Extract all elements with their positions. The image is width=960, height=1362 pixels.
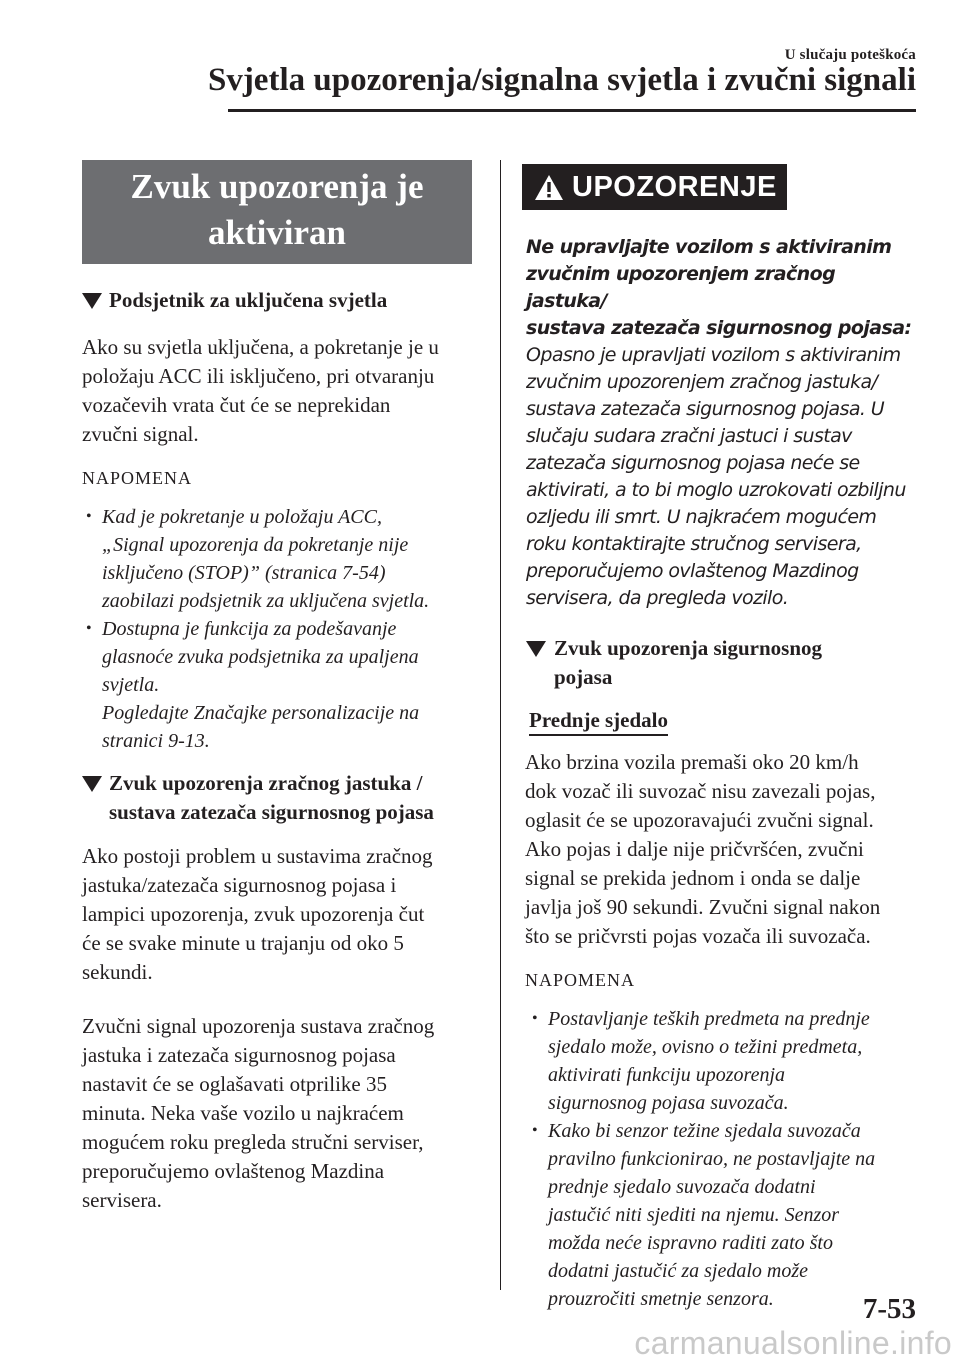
triangle-down-icon: [82, 293, 102, 309]
section-heading-line: Zvuk upozorenja je: [130, 167, 424, 206]
note-bullet: • Dostupna je funkcija za podešavanje glasnoće zvuka podsjetnika za upaljena svjetla. Pogledajte Značajke personalizacije na stranici 9-13.: [82, 615, 472, 755]
left-column: [82, 160, 472, 1215]
bullet-dot-icon: •: [86, 508, 92, 525]
warning-triangle-icon: [534, 174, 564, 201]
seatbelt-warning-body: Ako brzina vozila premaši oko 20 km/h dok vozač ili suvozač nisu zavezali pojas, oglasit će se upozoravajući zvučni signal. Ako pojas i dalje nije pričvršćen, zvučni signal se prekida jednom i onda se dalje javlja još 90 sekundi. Zvučni signal nakon što se pričvrsti pojas vozača ili suvozača.: [525, 750, 881, 948]
chapter-label: U slučaju poteškoća: [784, 47, 916, 63]
subhead-lights-reminder: Podsjetnik za uključena svjetla: [82, 286, 472, 315]
bullet-dot-icon: •: [86, 620, 92, 637]
watermark: carmanualsonline.info: [634, 1325, 952, 1361]
note-bullet: • Kad je pokretanje u položaju ACC, „Signal upozorenja da pokretanje nije isključeno (STOP)” (stranica 7-54) zaobilazi podsjetnik za uključena svjetla.: [82, 503, 472, 615]
triangle-down-icon: [82, 776, 102, 792]
note-label: NAPOMENA: [525, 970, 636, 990]
subhead-airbag-warning: Zvuk upozorenja zračnog jastuka / sustava zatezača sigurnosnog pojasa: [82, 769, 472, 827]
right-column: [512, 160, 917, 1313]
note-bullet: • Postavljanje teških predmeta na prednje sjedalo može, ovisno o težini predmeta, aktivirati funkciju upozorenja sigurnosnog pojasa suvozača.: [528, 1005, 917, 1117]
airbag-warning-body: Ako postoji problem u sustavima zračnog jastuka/zatezača sigurnosnog pojasa i lampici upozorenja, zvuk upozorenja čut će se svake minute u trajanju od oko 5 sekundi.: [82, 844, 433, 984]
note-label: NAPOMENA: [82, 468, 193, 488]
page-title: Svjetla upozorenja/signalna svjetla i zvučni signali: [207, 62, 916, 98]
page-number: 7-53: [862, 1293, 916, 1325]
warning-text: Ne upravljajte vozilom s aktiviranim zvučnim upozorenjem zračnog jastuka/ sustava zatezača sigurnosnog pojasa: Opasno je upravljati vozilom s aktiviranim zvučnim upozorenjem zračnog jastuka/ sustava zatezača sigurnosnog pojasa. U slučaju sudara zračni jastuci i sustav zatezača sigurnosnog pojasa neće se aktivirati, a to bi moglo uzrokovati ozbiljnu ozljedu ili smrt. U najkraćem mogućem roku kontaktirajte stručnog servisera, preporučujemo ovlaštenog Mazdinog servisera, da pregleda vozilo.: [526, 236, 912, 609]
column-divider: [500, 160, 501, 1290]
bullet-dot-icon: •: [532, 1010, 538, 1027]
front-seat-subheading: Prednje sjedalo: [529, 707, 668, 736]
section-heading-line: aktiviran: [207, 213, 347, 252]
subhead-seatbelt-warning: Zvuk upozorenja sigurnosnog pojasa: [512, 634, 917, 692]
airbag-warning-body-2: Zvučni signal upozorenja sustava zračnog jastuka i zatezača sigurnosnog pojasa nastavit će se oglašavati otprilike 35 minuta. Neka vaše vozilo u najkraćem mogućem roku pregleda stručni serviser, preporučujemo ovlaštenog Mazdina servisera.: [82, 1014, 435, 1212]
section-heading: [82, 160, 472, 264]
lights-reminder-body: Ako su svjetla uključena, a pokretanje je u položaju ACC ili isključeno, pri otvaranju vozačevih vrata čut će se neprekidan zvučni signal.: [82, 335, 439, 446]
bullet-dot-icon: •: [532, 1122, 538, 1139]
warning-label: UPOZORENJE: [572, 170, 777, 203]
note-bullet: • Kako bi senzor težine sjedala suvozača pravilno funkcionirao, ne postavljajte na prednje sjedalo suvozača dodatni jastučić niti sjediti na njemu. Senzor možda neće ispravno raditi zato što dodatni jastučić za sjedalo može prouzročiti smetnje senzora.: [528, 1117, 917, 1313]
triangle-down-icon: [526, 641, 546, 657]
header-rule: [228, 109, 916, 112]
warning-badge: [522, 164, 787, 210]
